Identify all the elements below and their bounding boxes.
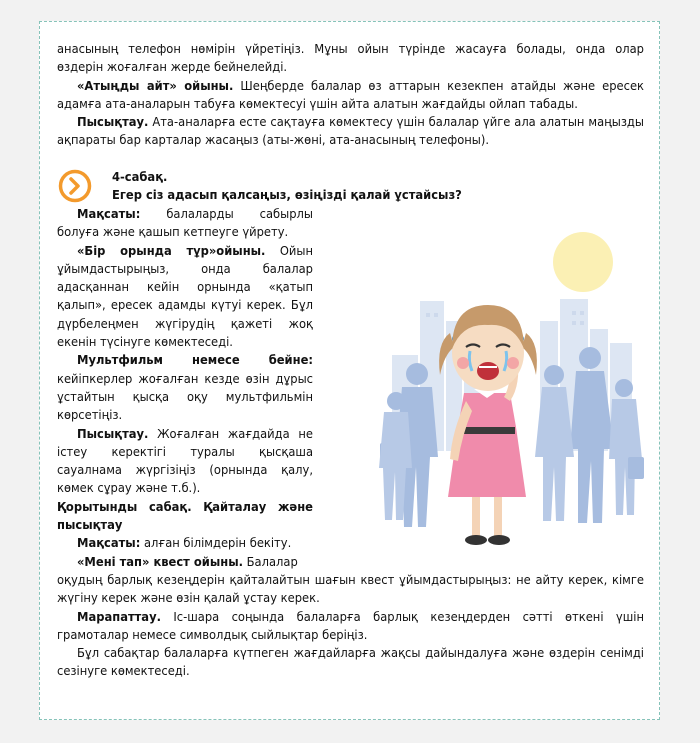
paragraph-text: Іс-шара соңында балаларға барлық кезеңдерден сәтті өткені үшін грамоталар немесе символдық сыйлықтар беріңіз. xyxy=(57,609,644,643)
paragraph-text: кейіпкерлер жоғалған кезде өзін дұрыс ұстайтын қысқа оқу мультфильмін көрсетіңіз. xyxy=(57,371,313,424)
lost-girl-illustration xyxy=(332,225,652,555)
paragraph-award xyxy=(57,609,644,646)
intro-section xyxy=(57,41,644,151)
paragraph-text: Жоғалған жағдайда не істеу керектігі туралы қысқаша сауалнама жүргізіңіз (орнында қалу, көмек сұрау және т.б.). xyxy=(57,426,313,497)
paragraph-line: анасының телефон нөмірін үйретіңіз. Мұны ойын түрінде жасауға болады, онда олар xyxy=(57,42,644,57)
paragraph-review xyxy=(57,426,313,499)
final-lesson-title xyxy=(57,499,313,536)
paragraph-game xyxy=(57,243,313,353)
chevron-right-icon xyxy=(58,169,92,203)
paragraph-text: алған білімдерін бекіту. xyxy=(140,536,292,552)
bold-label: Мультфильм немесе бейне: xyxy=(77,353,313,369)
bold-label: «Бір орында тұр»ойыны. xyxy=(77,243,266,259)
paragraph-review xyxy=(57,114,644,151)
paragraph-goal xyxy=(57,206,313,243)
paragraph-text: Балалар xyxy=(243,554,298,570)
bottom-section xyxy=(57,572,644,682)
bold-label: Пысықтау. xyxy=(77,426,149,442)
paragraph-closing: Бұл сабақтар балаларға күтпеген жағдайларға жақсы дайындалуға және өздерін сенімді сезінуге көмектеседі. xyxy=(57,646,644,680)
paragraph-final-goal xyxy=(57,535,313,553)
paragraph-quest-continued: оқудың барлық кезеңдерін қайталайтын шағын квест ұйымдастырыңыз: не айту керек, кімге жүгіну керек және өзін қалай ұстау керек. xyxy=(57,573,644,607)
bold-label: Мақсаты: xyxy=(77,207,141,222)
bold-label: «Мені тап» квест ойыны. xyxy=(77,554,243,570)
document-page xyxy=(39,21,660,720)
lesson-number: 4-сабақ. xyxy=(112,170,168,185)
lesson-title-block xyxy=(112,169,532,205)
paragraph-line: өздерін жоғалған жерде бейнелейді. xyxy=(57,60,288,76)
bold-label: Пысықтау. xyxy=(77,115,149,131)
paragraph-quest xyxy=(57,554,313,572)
bold-label: Марапаттау. xyxy=(77,609,161,625)
bold-label: Мақсаты: xyxy=(77,536,141,552)
paragraph-text: Шеңберде балалар өз аттарын кезекпен атайды және ересек адамға ата-аналарын табуға көмектесуі үшін айта алатын жағдайды ойлап табады. xyxy=(57,78,645,112)
paragraph-text: балаларды сабырлы болуға және қашып кетпеуге үйрету. xyxy=(57,207,313,241)
paragraph-name-game xyxy=(57,78,644,115)
sun-icon xyxy=(553,232,613,292)
paragraph-text: Ойын ұйымдастырыңыз, онда балалар адасқаннан кейін орнында «қатып қалып», ересек адамды күтуі керек. Бұл дүрбелеңмен жүгірудің қажеті жоқ екенін түсінуге көмектеседі. xyxy=(57,243,313,351)
bold-label: «Атыңды айт» ойыны. xyxy=(77,78,234,94)
left-column xyxy=(57,206,313,572)
paragraph-cartoon xyxy=(57,352,313,425)
lesson-title: Егер сіз адасып қалсаңыз, өзіңізді қалай ұстайсыз? xyxy=(112,188,462,203)
paragraph-text: Ата-аналарға есте сақтауға көмектесу үшін балалар үйге ала алатын маңызды ақпараты бар карталар жасаңыз (аты-жөні, ата-анасының телефоны). xyxy=(57,115,644,149)
bold-label: Қорытынды сабақ. Қайталау және пысықтау xyxy=(57,499,313,534)
